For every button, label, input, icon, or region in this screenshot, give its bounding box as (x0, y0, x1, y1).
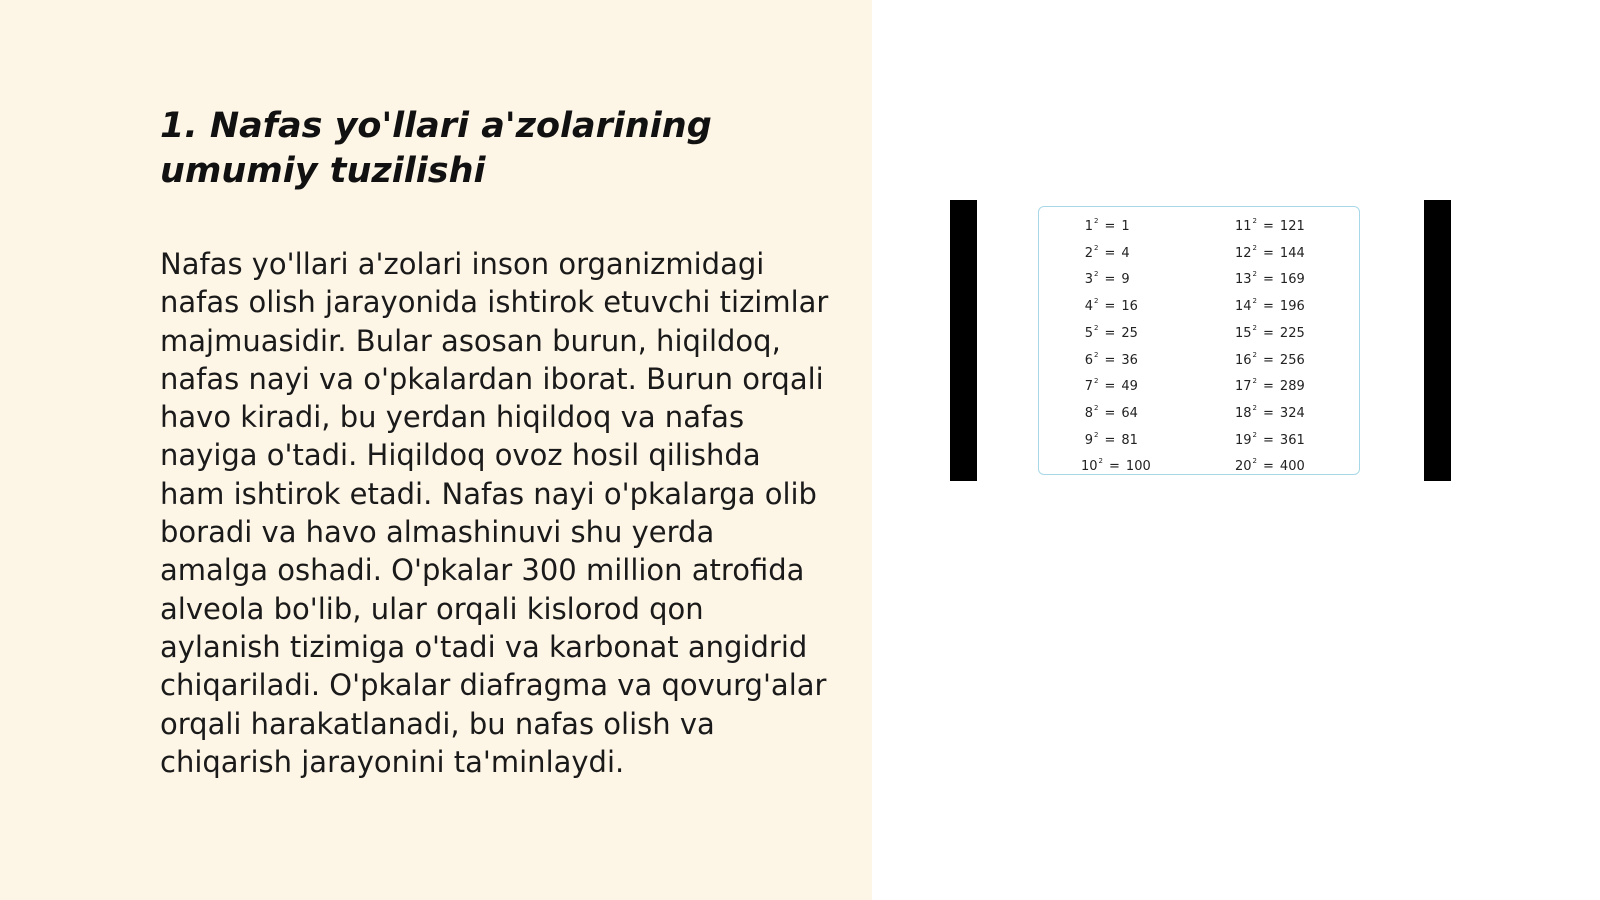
equals-sign: = (1263, 432, 1274, 448)
square-exponent: 2 (1094, 297, 1099, 306)
square-exponent: 2 (1094, 403, 1099, 412)
square-base: 18 (1235, 405, 1252, 421)
equals-sign: = (1263, 405, 1274, 421)
table-row (1039, 448, 1359, 475)
square-exponent: 2 (1252, 297, 1258, 306)
square-base: 8 (1084, 405, 1093, 421)
square-base: 2 (1084, 245, 1093, 261)
table-row (1039, 261, 1359, 288)
equals-sign: = (1263, 352, 1274, 368)
square-base: 19 (1235, 432, 1252, 448)
equals-sign: = (1104, 299, 1116, 315)
square-base: 13 (1235, 272, 1252, 288)
square-exponent: 2 (1094, 270, 1099, 279)
equals-sign: = (1263, 459, 1274, 475)
square-exponent: 2 (1252, 243, 1258, 252)
square-base: 4 (1084, 299, 1093, 315)
square-base: 1 (1084, 219, 1093, 234)
square-base: 17 (1235, 379, 1252, 395)
equals-sign: = (1104, 352, 1116, 368)
table-row (1039, 235, 1359, 262)
equals-sign: = (1263, 299, 1274, 315)
table-row (1039, 395, 1359, 422)
square-exponent: 2 (1098, 457, 1104, 466)
square-base: 5 (1084, 325, 1093, 341)
square-result: 289 (1279, 379, 1305, 395)
equals-sign: = (1263, 272, 1274, 288)
square-result: 64 (1121, 405, 1138, 421)
equals-sign: = (1263, 219, 1274, 234)
square-base: 14 (1235, 299, 1252, 315)
square-exponent: 2 (1094, 243, 1099, 252)
equals-sign: = (1263, 379, 1274, 395)
square-exponent: 2 (1252, 403, 1258, 412)
square-result: 361 (1279, 432, 1305, 448)
square-result: 144 (1279, 245, 1305, 261)
square-exponent: 2 (1252, 217, 1258, 225)
equals-sign: = (1104, 432, 1116, 448)
square-result: 1 (1121, 219, 1130, 234)
letterbox-bar-left (950, 200, 977, 481)
square-base: 20 (1235, 459, 1252, 475)
table-row (1039, 368, 1359, 395)
square-exponent: 2 (1252, 377, 1258, 386)
squares-table-card (1038, 206, 1360, 475)
equals-sign: = (1109, 459, 1120, 475)
square-result: 169 (1279, 272, 1305, 288)
table-row (1039, 208, 1359, 235)
table-row (1039, 315, 1359, 342)
equals-sign: = (1263, 325, 1274, 341)
square-base: 3 (1084, 272, 1093, 288)
square-result: 4 (1121, 245, 1130, 261)
square-result: 324 (1279, 405, 1305, 421)
square-result: 121 (1279, 219, 1305, 234)
squares-table-image (950, 200, 1451, 481)
square-base: 10 (1081, 459, 1098, 475)
square-exponent: 2 (1094, 377, 1099, 386)
square-result: 16 (1121, 299, 1138, 315)
equals-sign: = (1104, 219, 1116, 234)
square-exponent: 2 (1252, 270, 1258, 279)
equals-sign: = (1104, 405, 1116, 421)
letterbox-bar-right (1424, 200, 1451, 481)
square-exponent: 2 (1094, 323, 1099, 332)
square-entry (1081, 448, 1151, 480)
table-row (1039, 342, 1359, 369)
square-base: 16 (1235, 352, 1252, 368)
square-base: 12 (1235, 245, 1252, 261)
equals-sign: = (1104, 245, 1116, 261)
square-result: 25 (1121, 325, 1138, 341)
square-result: 225 (1279, 325, 1305, 341)
square-result: 100 (1125, 459, 1151, 475)
square-result: 196 (1279, 299, 1305, 315)
table-row (1039, 422, 1359, 449)
square-base: 11 (1235, 219, 1252, 234)
square-result: 9 (1121, 272, 1130, 288)
equals-sign: = (1263, 245, 1274, 261)
square-exponent: 2 (1252, 457, 1258, 466)
square-base: 7 (1084, 379, 1093, 395)
equals-sign: = (1104, 325, 1116, 341)
square-result: 256 (1279, 352, 1305, 368)
square-result: 36 (1121, 352, 1138, 368)
table-row (1039, 288, 1359, 315)
square-result: 49 (1121, 379, 1138, 395)
square-result: 81 (1121, 432, 1138, 448)
slide-body-text: Nafas yo'llari a'zolari inson organizmidagi nafas olish jarayonida ishtirok etuvchi tizimlar majmuasidir. Bular asosan burun, hiqildoq, nafas nayi va o'pkalardan iborat. Burun orqali havo kiradi, bu yerdan hiqildoq va nafas nayiga o'tadi. Hiqildoq ovoz hosil qilishda ham ishtirok etadi. Nafas nayi o'pkalarga olib boradi va havo almashinuvi shu yerda amalga oshadi. O'pkalar 300 million atrofida alveola bo'lib, ular orqali kislorod qon aylanish tizimiga o'tadi va karbonat angidrid chiqariladi. O'pkalar diafragma va qovurg'alar orqali harakatlanadi, bu nafas olish va chiqarish jarayonini ta'minlaydi. (160, 247, 829, 779)
square-result: 400 (1279, 459, 1305, 475)
square-base: 9 (1084, 432, 1093, 448)
square-exponent: 2 (1094, 217, 1099, 225)
square-exponent: 2 (1252, 350, 1258, 359)
square-exponent: 2 (1094, 430, 1099, 439)
equals-sign: = (1104, 379, 1116, 395)
square-base: 6 (1084, 352, 1093, 368)
equals-sign: = (1104, 272, 1116, 288)
slide-title: 1. Nafas yo'llari a'zolarining umumiy tuzilishi (160, 106, 712, 191)
square-exponent: 2 (1094, 350, 1099, 359)
square-exponent: 2 (1252, 430, 1258, 439)
square-base: 15 (1235, 325, 1252, 341)
square-entry (1235, 448, 1305, 480)
square-exponent: 2 (1252, 323, 1258, 332)
